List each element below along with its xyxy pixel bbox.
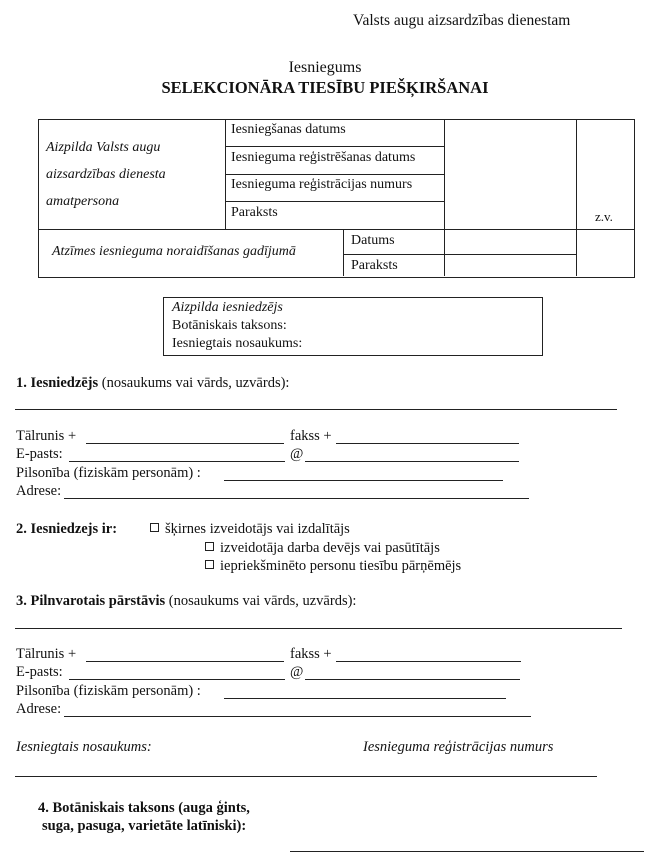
checkbox[interactable] <box>205 542 214 551</box>
section3-citizenship-line[interactable] <box>224 698 506 699</box>
rejection-date-label: Datums <box>351 233 395 248</box>
section3-fax-line[interactable] <box>336 661 521 662</box>
checkbox[interactable] <box>205 560 214 569</box>
section1-address-line[interactable] <box>64 498 529 499</box>
botanical-taxon-line[interactable] <box>290 851 644 852</box>
section1-phone-label: Tālrunis + <box>16 428 77 444</box>
section3-address-line[interactable] <box>64 716 531 717</box>
section3-heading: 3. Pilnvarotais pārstāvis (nosaukums vai vārds, uzvārds): <box>16 593 357 609</box>
section3-address-label: Adrese: <box>16 701 62 717</box>
addressee: Valsts augu aizsardzības dienestam <box>353 12 571 29</box>
applicant-name-line[interactable] <box>15 409 617 410</box>
section1-email-label: E-pasts: <box>16 446 63 462</box>
section1-address-label: Adrese: <box>16 483 62 499</box>
option-employer[interactable]: izveidotāja darba devējs vai pasūtītājs <box>205 540 440 557</box>
section3-citizenship-label: Pilsonība (fiziskām personām) : <box>16 683 201 699</box>
registration-number-caption: Iesnieguma reģistrācijas numurs <box>363 739 554 755</box>
document-title: SELEKCIONĀRA TIESĪBU PIEŠĶIRŠANAI <box>161 78 489 97</box>
applicant-box-taxon: Botāniskais taksons: <box>172 318 287 333</box>
document-type: Iesniegums <box>288 59 362 76</box>
section1-email-user-line[interactable] <box>69 461 285 462</box>
submitted-name-label: Iesniegtais nosaukums: <box>16 739 152 755</box>
representative-name-line[interactable] <box>15 628 622 629</box>
stamp-label: z.v. <box>595 209 613 224</box>
section3-email-domain-line[interactable] <box>305 679 520 680</box>
applicant-box-name: Iesniegtais nosaukums: <box>172 336 303 351</box>
applicant-box-heading: Aizpilda iesniedzējs <box>172 300 283 315</box>
section3-email-label: E-pasts: <box>16 664 63 680</box>
section1-fax-line[interactable] <box>336 443 519 444</box>
section1-at-sign: @ <box>290 446 304 462</box>
section1-phone-line[interactable] <box>86 443 284 444</box>
option-successor[interactable]: iepriekšminēto personu tiesību pārņēmējs <box>205 558 461 575</box>
section2-heading: 2. Iesniedzejs ir: <box>16 521 118 537</box>
registration-date-label: Iesnieguma reģistrēšanas datums <box>231 150 416 165</box>
section3-email-user-line[interactable] <box>69 679 285 680</box>
section1-heading: 1. Iesniedzējs (nosaukums vai vārds, uzvārds): <box>16 375 290 391</box>
signature-label: Paraksts <box>231 205 278 220</box>
official-filler-label: Aizpilda Valsts augu aizsardzības dienesta amatpersona <box>46 140 166 209</box>
checkbox[interactable] <box>150 523 159 532</box>
section1-citizenship-line[interactable] <box>224 480 503 481</box>
section3-at-sign: @ <box>290 664 304 680</box>
section4-heading-line2: suga, pasuga, varietāte latīniski): <box>42 818 247 834</box>
section1-fax-label: fakss + <box>290 428 332 444</box>
section1-citizenship-label: Pilsonība (fiziskām personām) : <box>16 465 201 481</box>
section3-phone-line[interactable] <box>86 661 284 662</box>
submission-date-label: Iesniegšanas datums <box>231 122 346 137</box>
registration-number-label: Iesnieguma reģistrācijas numurs <box>231 177 413 192</box>
section3-fax-label: fakss + <box>290 646 332 662</box>
section1-email-domain-line[interactable] <box>305 461 519 462</box>
section3-phone-label: Tālrunis + <box>16 646 77 662</box>
section4-heading-line1: 4. Botāniskais taksons (auga ģints, <box>38 800 250 816</box>
submitted-name-line[interactable] <box>15 776 597 777</box>
option-breeder[interactable]: šķirnes izveidotājs vai izdalītājs <box>150 521 350 538</box>
rejection-signature-label: Paraksts <box>351 258 398 273</box>
rejection-label: Atzīmes iesnieguma noraidīšanas gadījumā <box>52 244 296 259</box>
